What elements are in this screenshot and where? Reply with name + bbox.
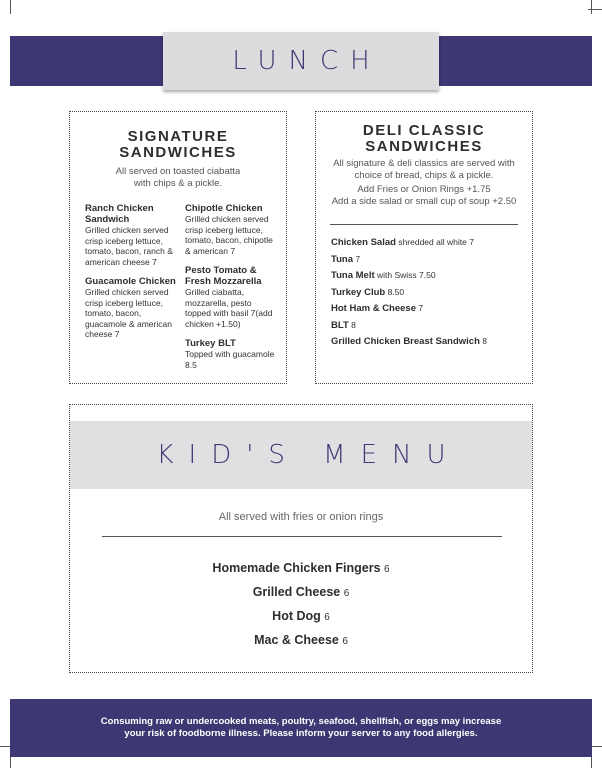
- menu-item: [85, 276, 177, 340]
- menu-item-price: 7.50: [419, 270, 436, 280]
- menu-item-name: Chipotle Chicken: [185, 203, 263, 214]
- menu-item-name: Guacamole Chicken: [85, 276, 176, 287]
- menu-item-name: Tuna Melt: [331, 270, 375, 281]
- menu-item-price: 8: [482, 336, 487, 346]
- signature-subtitle-line2: with chips & a pickle.: [133, 178, 223, 189]
- menu-item-name: Hot Ham & Cheese: [331, 303, 416, 314]
- deli-subtitle: [316, 158, 532, 182]
- signature-subtitle-line1: All served on toasted ciabatta: [115, 166, 241, 177]
- footer-line: your risk of foodborne illness. Please inform your server to any food allergies.: [124, 728, 478, 739]
- divider: [330, 224, 518, 225]
- menu-item-name: Turkey BLT: [185, 338, 236, 349]
- crop-mark: [588, 9, 602, 10]
- menu-item-name: Homemade Chicken Fingers: [212, 561, 381, 575]
- kids-title-band: [70, 421, 532, 489]
- deli-subtitle-line2: choice of bread, chips & a pickle.: [354, 170, 494, 181]
- kids-menu-section: [69, 404, 533, 673]
- menu-item-price: 8: [351, 319, 356, 330]
- menu-item-desc: Grilled ciabatta, mozzarella, pesto topped with basil 7(add chicken +1.50): [185, 287, 273, 329]
- signature-title-line2: SANDWICHES: [119, 144, 237, 161]
- menu-item: [70, 609, 532, 625]
- kids-subtitle: All served with fries or onion rings: [218, 511, 384, 523]
- menu-item-price: 6: [324, 612, 330, 623]
- deli-classic-section: [315, 111, 533, 384]
- deli-subtitle-line1: All signature & deli classics are served with: [333, 158, 515, 169]
- menu-item: [331, 270, 527, 281]
- menu-item: [331, 254, 527, 265]
- deli-addon-line1: Add Fries or Onion Rings +1.75: [357, 184, 491, 195]
- signature-title: [70, 129, 286, 161]
- signature-sandwiches-section: [69, 111, 287, 384]
- signature-left-column: [85, 203, 177, 349]
- kids-item-list: [70, 561, 532, 657]
- deli-addons: [316, 184, 532, 208]
- crop-mark: [591, 0, 592, 14]
- menu-item-price: 6: [343, 588, 350, 599]
- menu-item-name: Hot Dog: [272, 609, 321, 623]
- menu-item-price: 7: [418, 303, 424, 313]
- menu-item: [331, 336, 527, 347]
- menu-item-price: 8.50: [387, 286, 405, 297]
- deli-title: [316, 123, 532, 155]
- menu-item-name: Ranch Chicken Sandwich: [85, 203, 154, 225]
- deli-addon-line2: Add a side salad or small cup of soup +2.50: [331, 196, 517, 207]
- menu-item-price: 7: [469, 237, 474, 247]
- menu-item: [331, 303, 527, 314]
- menu-item-name: Pesto Tomato & Fresh Mozzarella: [185, 265, 262, 287]
- menu-item-desc: Topped with guacamole 8.5: [185, 349, 275, 370]
- menu-item: [331, 320, 527, 331]
- menu-item: [70, 561, 532, 577]
- deli-item-list: [331, 237, 527, 353]
- menu-item-price: 6: [342, 636, 348, 647]
- divider: [102, 536, 502, 537]
- menu-item: [70, 633, 532, 649]
- menu-item-price: 6: [384, 564, 390, 575]
- menu-item: [85, 203, 177, 267]
- menu-item: [185, 203, 277, 256]
- header-tab: [163, 32, 439, 90]
- page-title: LUNCH: [232, 46, 382, 76]
- menu-item-desc: Grilled chicken served crisp iceberg lettuce, tomato, bacon, chipotle & american 7: [185, 214, 273, 256]
- menu-item-name: Grilled Chicken Breast Sandwich: [331, 336, 480, 347]
- signature-title-line1: SIGNATURE: [127, 128, 229, 145]
- menu-item-name: Tuna: [331, 253, 353, 265]
- deli-title-line2: SANDWICHES: [365, 138, 483, 155]
- signature-subtitle: [70, 166, 286, 190]
- menu-item: [331, 287, 527, 298]
- menu-item-desc: Grilled chicken served crisp iceberg lettuce, tomato, bacon, guacamole & american cheese 7: [85, 287, 172, 339]
- menu-item-price: 7: [355, 253, 361, 264]
- menu-item-name: Mac & Cheese: [254, 633, 339, 647]
- deli-title-line1: DELI CLASSIC: [362, 122, 486, 139]
- footer-line: Consuming raw or undercooked meats, poultry, seafood, shellfish, or eggs may increase: [100, 716, 502, 727]
- menu-item-desc: Grilled chicken served crisp iceberg lettuce, tomato, bacon, ranch & american cheese 7: [85, 225, 173, 267]
- menu-item: [185, 338, 277, 370]
- menu-item-name: Chicken Salad: [331, 237, 396, 248]
- menu-item-desc: shredded all white: [395, 237, 470, 247]
- signature-right-column: [185, 203, 277, 379]
- menu-item: [185, 265, 277, 329]
- crop-mark: [10, 0, 11, 14]
- kids-title: KID'S MENU: [156, 440, 461, 470]
- menu-item-desc: with Swiss: [374, 270, 420, 280]
- footer-disclaimer: [10, 699, 592, 757]
- menu-item: [70, 585, 532, 601]
- menu-item-name: BLT: [331, 319, 349, 331]
- menu-item: [331, 237, 527, 248]
- menu-item-name: Grilled Cheese: [252, 585, 341, 599]
- menu-item-name: Turkey Club: [331, 286, 386, 298]
